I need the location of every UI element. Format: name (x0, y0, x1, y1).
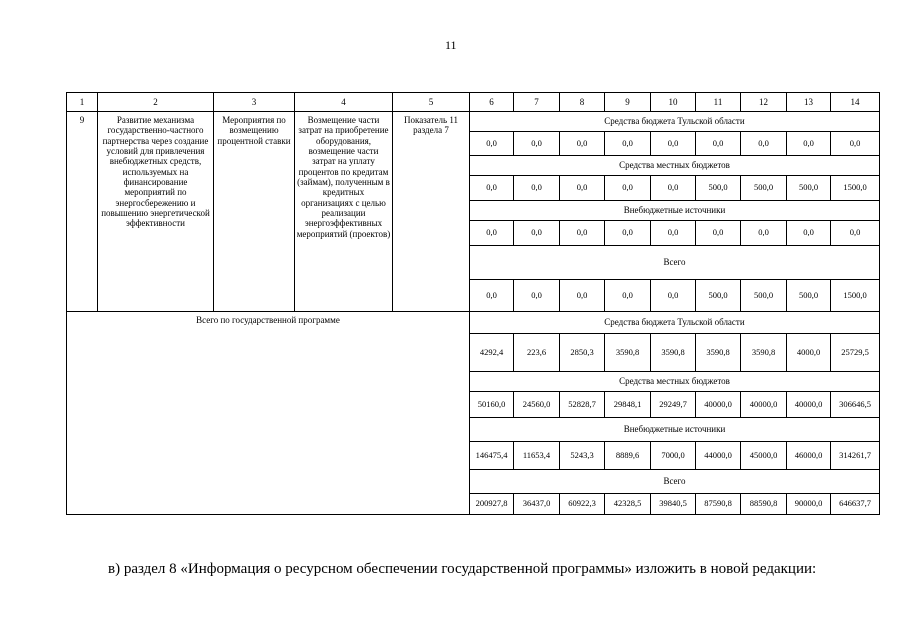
table-row (67, 312, 880, 334)
program-total-label: Всего по государственной программе (67, 312, 470, 515)
value-cell: 0,0 (560, 221, 605, 246)
column-header: 7 (514, 93, 560, 112)
source-label: Средства бюджета Тульской области (470, 312, 880, 334)
value-cell: 3590,8 (651, 334, 696, 372)
measure-title: Развитие механизма государственно-частного партнерства через создание условий для привлечения внебюджетных средств, используемых на финансирование мероприятий по энергосбережению и повышению энергетической эффективности (98, 112, 214, 312)
source-label: Средства бюджета Тульской области (470, 112, 880, 132)
column-header: 13 (787, 93, 831, 112)
value-cell: 200927,8 (470, 494, 514, 515)
value-cell: 0,0 (514, 221, 560, 246)
value-cell: 40000,0 (741, 392, 787, 418)
source-label: Внебюджетные источники (470, 418, 880, 442)
column-header: 9 (605, 93, 651, 112)
value-cell: 0,0 (651, 176, 696, 201)
indicator-ref: Показатель 11 раздела 7 (393, 112, 470, 312)
value-cell: 223,6 (514, 334, 560, 372)
value-cell: 3590,8 (741, 334, 787, 372)
value-cell: 500,0 (787, 280, 831, 312)
measure-type: Мероприятия по возмещению процентной ставки (214, 112, 295, 312)
value-cell: 7000,0 (651, 442, 696, 470)
value-cell: 39840,5 (651, 494, 696, 515)
column-header: 4 (295, 93, 393, 112)
value-cell: 0,0 (831, 132, 880, 156)
column-header: 2 (98, 93, 214, 112)
value-cell: 500,0 (741, 176, 787, 201)
value-cell: 0,0 (470, 280, 514, 312)
value-cell: 0,0 (560, 176, 605, 201)
value-cell: 88590,8 (741, 494, 787, 515)
value-cell: 90000,0 (787, 494, 831, 515)
value-cell: 50160,0 (470, 392, 514, 418)
value-cell: 0,0 (605, 176, 651, 201)
value-cell: 0,0 (560, 132, 605, 156)
value-cell: 500,0 (741, 280, 787, 312)
value-cell: 36437,0 (514, 494, 560, 515)
value-cell: 500,0 (787, 176, 831, 201)
column-header: 14 (831, 93, 880, 112)
source-label: Средства местных бюджетов (470, 372, 880, 392)
value-cell: 11653,4 (514, 442, 560, 470)
column-header: 12 (741, 93, 787, 112)
value-cell: 0,0 (470, 132, 514, 156)
value-cell: 4000,0 (787, 334, 831, 372)
value-cell: 29249,7 (651, 392, 696, 418)
value-cell: 0,0 (560, 280, 605, 312)
value-cell: 42328,5 (605, 494, 651, 515)
source-label: Всего (470, 470, 880, 494)
value-cell: 0,0 (831, 221, 880, 246)
value-cell: 1500,0 (831, 176, 880, 201)
column-header: 1 (67, 93, 98, 112)
value-cell: 1500,0 (831, 280, 880, 312)
value-cell: 0,0 (605, 280, 651, 312)
source-label: Внебюджетные источники (470, 201, 880, 221)
value-cell: 500,0 (696, 176, 741, 201)
value-cell: 306646,5 (831, 392, 880, 418)
value-cell: 0,0 (514, 176, 560, 201)
value-cell: 4292,4 (470, 334, 514, 372)
value-cell: 146475,4 (470, 442, 514, 470)
column-header: 8 (560, 93, 605, 112)
row-number: 9 (67, 112, 98, 312)
column-header: 10 (651, 93, 696, 112)
value-cell: 0,0 (696, 132, 741, 156)
value-cell: 25729,5 (831, 334, 880, 372)
value-cell: 0,0 (605, 132, 651, 156)
value-cell: 46000,0 (787, 442, 831, 470)
value-cell: 0,0 (787, 221, 831, 246)
value-cell: 29848,1 (605, 392, 651, 418)
value-cell: 500,0 (696, 280, 741, 312)
value-cell: 0,0 (651, 280, 696, 312)
value-cell: 60922,3 (560, 494, 605, 515)
value-cell: 0,0 (651, 132, 696, 156)
value-cell: 0,0 (470, 221, 514, 246)
footnote-text: в) раздел 8 «Информация о ресурсном обеспечении государственной программы» изложить в новой редакции: (108, 561, 817, 577)
value-cell: 5243,3 (560, 442, 605, 470)
value-cell: 3590,8 (696, 334, 741, 372)
value-cell: 646637,7 (831, 494, 880, 515)
value-cell: 0,0 (605, 221, 651, 246)
column-header: 11 (696, 93, 741, 112)
value-cell: 0,0 (514, 132, 560, 156)
value-cell: 0,0 (787, 132, 831, 156)
value-cell: 87590,8 (696, 494, 741, 515)
source-label: Средства местных бюджетов (470, 156, 880, 176)
value-cell: 45000,0 (741, 442, 787, 470)
source-label: Всего (470, 246, 880, 280)
value-cell: 0,0 (696, 221, 741, 246)
value-cell: 0,0 (470, 176, 514, 201)
value-cell: 2850,3 (560, 334, 605, 372)
column-number-row (67, 93, 880, 112)
value-cell: 44000,0 (696, 442, 741, 470)
table-row (67, 112, 880, 132)
page-number: 11 (445, 38, 457, 52)
value-cell: 314261,7 (831, 442, 880, 470)
value-cell: 40000,0 (787, 392, 831, 418)
value-cell: 3590,8 (605, 334, 651, 372)
value-cell: 40000,0 (696, 392, 741, 418)
value-cell: 0,0 (514, 280, 560, 312)
value-cell: 52828,7 (560, 392, 605, 418)
value-cell: 24560,0 (514, 392, 560, 418)
value-cell: 0,0 (651, 221, 696, 246)
measure-description: Возмещение части затрат на приобретение оборудования, возмещение части затрат на уплату процентов по кредитам (займам), полученным в кредитных организациях с целью реализации энергоэффективных мероприятий (проектов) (295, 112, 393, 312)
value-cell: 8889,6 (605, 442, 651, 470)
value-cell: 0,0 (741, 221, 787, 246)
column-header: 6 (470, 93, 514, 112)
column-header: 5 (393, 93, 470, 112)
column-header: 3 (214, 93, 295, 112)
value-cell: 0,0 (741, 132, 787, 156)
resource-table (66, 92, 880, 515)
